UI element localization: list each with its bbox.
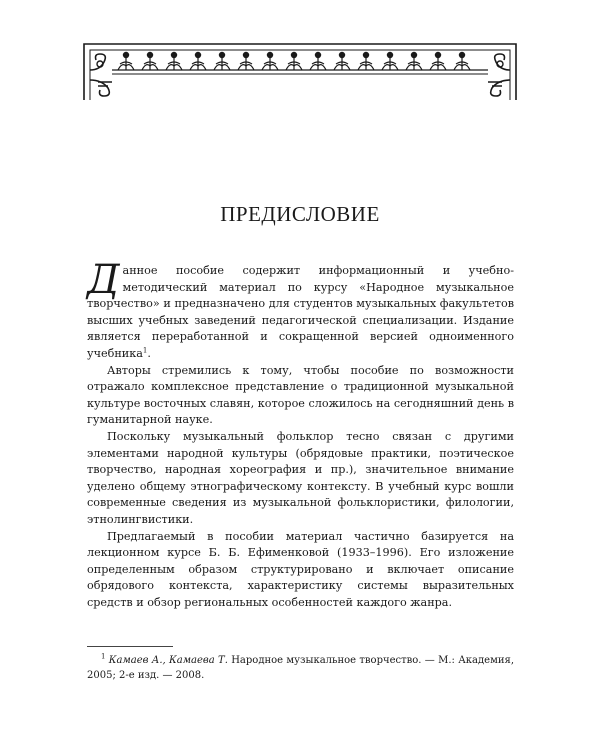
header-ornament [82, 40, 518, 102]
paragraph-3: Поскольку музыкальный фольклор тесно связан с другими элементами народной культуры (обрядовые практики, поэтическое творчество, народная хореография и пр.), значительное внимание уделено общему этнографическому контексту. В учебный курс вошли современные сведения из музыкальной фольклористики, филологии, этнолингвистики. [87, 429, 514, 526]
footnote-text: Народное музыкальное творчество. — М.: Академия, 2005; 2-е изд. — 2008. [87, 655, 515, 681]
footnote-number: 1 [101, 652, 106, 661]
paragraph-1-tail: . [147, 346, 151, 360]
paragraph-4: Предлагаемый в пособии материал частично базируется на лекционном курсе Б. Б. Ефименковой (1933–1996). Его изложение определенным образом структурировано и включает описание обрядового контекста, характеристику системы выразительных средств и обзор региональных особенностей каждого жанра. [87, 529, 514, 609]
page-title: ПРЕДИСЛОВИЕ [220, 202, 380, 226]
footnote-divider [87, 646, 173, 647]
footnote-ref[interactable]: 1 [142, 346, 148, 355]
footnote [87, 654, 514, 683]
paragraph-1-text: анное пособие содержит информационный и учебно-методический материал по курсу «Народное музыкальное творчество» и предназначено для студентов музыкальных факультетов высших учебных заведений педагогической специализации. Издание является переработанной и сокращенной версией одноименного учебника [87, 264, 514, 360]
footnote-authors: Камаев А., Камаева Т. [108, 655, 228, 666]
preface-body [87, 257, 514, 611]
drop-cap: Д [87, 257, 120, 303]
paragraph-1 [87, 257, 514, 363]
paragraph-2: Авторы стремились к тому, чтобы пособие по возможности отражало комплексное представление о традиционной музыкальной культуре восточных славян, которое сложилось на сегодняшний день в гуманитарной науке. [87, 363, 514, 427]
